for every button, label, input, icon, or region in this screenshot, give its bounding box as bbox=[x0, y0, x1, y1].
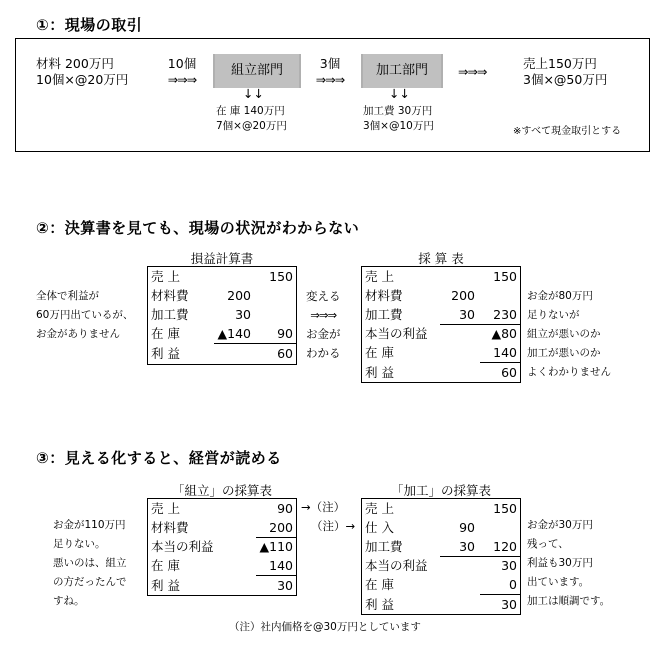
row-value: 140 bbox=[493, 345, 517, 360]
processing-cost bbox=[363, 104, 434, 134]
table-row bbox=[362, 595, 520, 614]
down-arrows-icon: ↓↓ bbox=[243, 86, 264, 101]
row-label: 売 上 bbox=[151, 269, 180, 284]
processing-department-box: 加工部門 bbox=[361, 54, 443, 88]
row-sub-value: 90 bbox=[459, 520, 475, 535]
row-label: 利 益 bbox=[151, 346, 180, 361]
row-label: 在 庫 bbox=[151, 558, 180, 573]
row-label: 売 上 bbox=[365, 501, 394, 516]
row-label: 利 益 bbox=[365, 597, 394, 612]
income-statement-table bbox=[147, 266, 297, 365]
double-arrow-icon: ⇒⇒⇒ bbox=[310, 308, 337, 322]
table-row bbox=[148, 344, 296, 363]
pl-left-comment bbox=[36, 287, 133, 344]
table-row bbox=[362, 305, 520, 324]
row-value: ▲110 bbox=[259, 539, 293, 554]
material-amount: 材料 200万円 bbox=[36, 56, 114, 71]
row-value: 150 bbox=[269, 269, 293, 284]
flow1-qty: 10個 bbox=[167, 56, 197, 71]
comment-line: 足りない。 bbox=[53, 538, 106, 550]
section2-heading: ②：決算書を見ても、現場の状況がわからない bbox=[36, 219, 360, 237]
comment-line: 全体で利益が bbox=[36, 290, 99, 302]
double-arrow-icon: ⇒⇒⇒ bbox=[167, 72, 197, 87]
row-label: 本当の利益 bbox=[365, 326, 428, 341]
row-sub-value: 200 bbox=[227, 288, 251, 303]
flow-arrow-2 bbox=[306, 56, 354, 88]
table-row bbox=[362, 286, 520, 305]
down-arrows-icon: ↓↓ bbox=[389, 86, 410, 101]
comment-line: 加工が悪いのか bbox=[527, 347, 601, 359]
processing-cost-unit: 3個×@10万円 bbox=[363, 120, 434, 132]
row-sub-value: 30 bbox=[459, 539, 475, 554]
sales-unit: 3個×@50万円 bbox=[523, 72, 608, 87]
table-row bbox=[362, 518, 520, 537]
table-row bbox=[148, 305, 296, 324]
material-text bbox=[36, 56, 128, 88]
row-label: 材料費 bbox=[151, 520, 189, 535]
processing-cost-amount: 加工費 30万円 bbox=[363, 105, 433, 117]
row-label: 在 庫 bbox=[151, 326, 180, 341]
row-value: 120 bbox=[493, 539, 517, 554]
table-row bbox=[148, 286, 296, 305]
row-label: 仕 入 bbox=[365, 520, 394, 535]
row-label: 利 益 bbox=[151, 578, 180, 593]
row-label: 本当の利益 bbox=[365, 558, 428, 573]
row-value: 90 bbox=[277, 326, 293, 341]
comment-line: 60万円出ているが、 bbox=[36, 309, 134, 321]
double-arrow-icon: ⇒⇒⇒ bbox=[458, 64, 487, 79]
comment-line: 出ています。 bbox=[527, 576, 590, 588]
assembly-inventory bbox=[216, 104, 287, 134]
row-value: 30 bbox=[501, 558, 517, 573]
material-unit: 10個×@20万円 bbox=[36, 72, 129, 87]
row-sub-value: ▲140 bbox=[217, 326, 251, 341]
row-sub-value: 30 bbox=[459, 307, 475, 322]
pl-title: 損益計算書 bbox=[190, 251, 254, 266]
table-row bbox=[362, 324, 520, 343]
processing-right-comment bbox=[527, 516, 610, 611]
comment-line: お金が30万円 bbox=[527, 519, 593, 531]
table-row bbox=[148, 576, 296, 595]
comment-line: 加工は順調です。 bbox=[527, 595, 611, 607]
row-label: 在 庫 bbox=[365, 577, 394, 592]
row-value: 140 bbox=[269, 558, 293, 573]
row-value: 60 bbox=[277, 346, 293, 361]
comment-line: よくわかりません bbox=[527, 366, 611, 378]
assembly-left-comment bbox=[53, 516, 127, 611]
comment-line: お金が110万円 bbox=[53, 519, 126, 531]
row-value: 30 bbox=[501, 597, 517, 612]
row-label: 売 上 bbox=[365, 269, 394, 284]
row-sub-value: 30 bbox=[235, 307, 251, 322]
assembly-department-box: 組立部門 bbox=[213, 54, 301, 88]
row-value: 150 bbox=[493, 501, 517, 516]
comment-line: 残って、 bbox=[527, 538, 569, 550]
cash-note: ※すべて現金取引とする bbox=[513, 126, 622, 137]
comment-line: 悪いのは、組立 bbox=[53, 557, 127, 569]
row-value: 200 bbox=[269, 520, 293, 535]
row-value: 230 bbox=[493, 307, 517, 322]
saisan-right-comment bbox=[527, 287, 611, 382]
convert-comment bbox=[306, 287, 341, 363]
comment-line: 組立が悪いのか bbox=[527, 328, 601, 340]
row-label: 加工費 bbox=[365, 307, 403, 322]
saisan-title: 採 算 表 bbox=[418, 251, 464, 266]
table-row bbox=[362, 267, 520, 286]
table-row bbox=[148, 537, 296, 556]
row-label: 売 上 bbox=[151, 501, 180, 516]
flow2-qty: 3個 bbox=[319, 56, 341, 71]
flow-arrow-1 bbox=[158, 56, 206, 88]
table-row bbox=[148, 324, 296, 343]
comment-line: お金が80万円 bbox=[527, 290, 593, 302]
footnote: （注）社内価格を@30万円としています bbox=[229, 621, 421, 633]
table-row bbox=[362, 499, 520, 518]
row-label: 材料費 bbox=[365, 288, 403, 303]
table-row bbox=[362, 556, 520, 575]
table-row bbox=[362, 343, 520, 362]
row-label: 加工費 bbox=[365, 539, 403, 554]
row-label: 在 庫 bbox=[365, 345, 394, 360]
section3-heading: ③：見える化すると、経営が読める bbox=[36, 449, 282, 467]
table-row bbox=[362, 575, 520, 594]
comment-line: お金が bbox=[306, 327, 341, 341]
row-label: 利 益 bbox=[365, 365, 394, 380]
comment-line: 利益も30万円 bbox=[527, 557, 593, 569]
row-value: 60 bbox=[501, 365, 517, 380]
inventory-unit: 7個×@20万円 bbox=[216, 120, 287, 132]
transfer-note-out: →（注） bbox=[301, 500, 346, 514]
sales-amount: 売上150万円 bbox=[523, 56, 597, 71]
row-value: 150 bbox=[493, 269, 517, 284]
profitability-table bbox=[361, 266, 521, 383]
section1-heading: ①：現場の取引 bbox=[36, 16, 143, 34]
assembly-table-title: 「組立」の採算表 bbox=[171, 483, 272, 498]
row-value: 90 bbox=[277, 501, 293, 516]
comment-line: 足りないが bbox=[527, 309, 580, 321]
table-row bbox=[362, 537, 520, 556]
row-value: ▲80 bbox=[491, 326, 517, 341]
table-row bbox=[148, 499, 296, 518]
comment-line: わかる bbox=[306, 346, 341, 360]
table-row bbox=[148, 518, 296, 537]
processing-table-title: 「加工」の採算表 bbox=[390, 483, 491, 498]
row-label: 加工費 bbox=[151, 307, 189, 322]
double-arrow-icon: ⇒⇒⇒ bbox=[315, 72, 345, 87]
row-label: 材料費 bbox=[151, 288, 189, 303]
processing-profitability-table bbox=[361, 498, 521, 615]
row-value: 30 bbox=[277, 578, 293, 593]
row-label: 本当の利益 bbox=[151, 539, 214, 554]
row-value: 0 bbox=[509, 577, 517, 592]
sales-text bbox=[523, 56, 607, 88]
table-row bbox=[148, 556, 296, 575]
inventory-amount: 在 庫 140万円 bbox=[216, 105, 285, 117]
comment-line: お金がありません bbox=[36, 328, 120, 340]
assembly-profitability-table bbox=[147, 498, 297, 596]
table-row bbox=[148, 267, 296, 286]
row-sub-value: 200 bbox=[451, 288, 475, 303]
comment-line: 変える bbox=[306, 289, 341, 303]
table-row bbox=[362, 363, 520, 382]
comment-line: の方だったんで bbox=[53, 576, 127, 588]
comment-line: すね。 bbox=[53, 595, 85, 607]
transfer-note-in: （注）→ bbox=[311, 519, 356, 533]
